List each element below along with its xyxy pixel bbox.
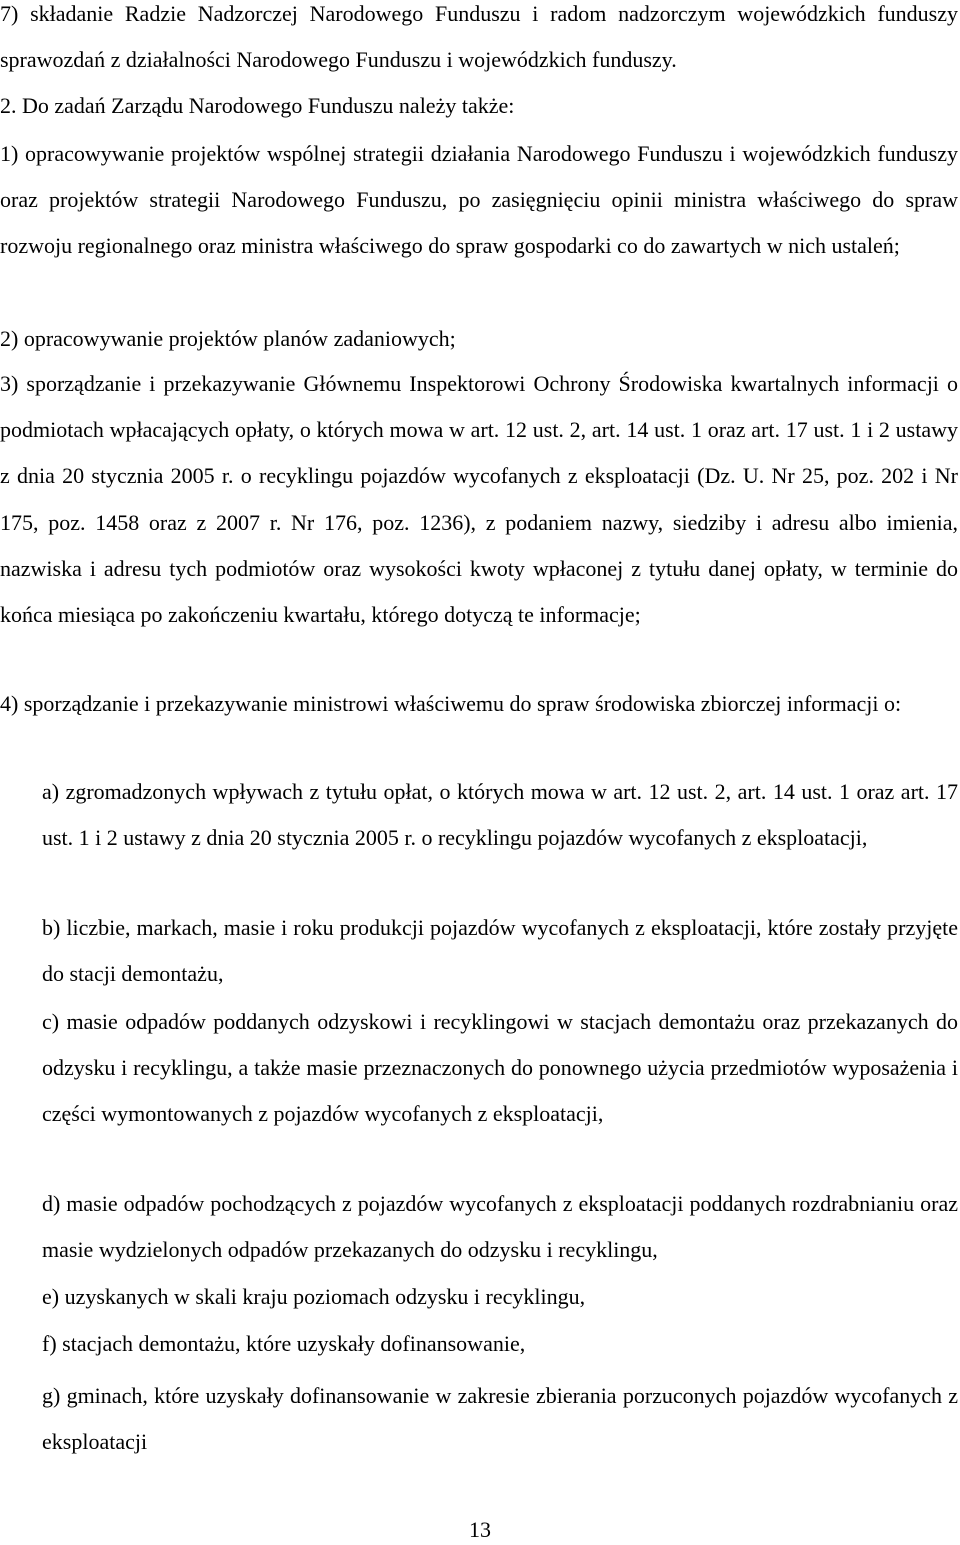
list-item-c: c) masie odpadów poddanych odzyskowi i recyklingowi w stacjach demontażu oraz przekazanych do odzysku i recyklingu, a także masie przeznaczonych do ponownego użycia przedmiotów wyposażenia i części wymontowanych z pojazdów wycofanych z eksploatacji, (42, 1009, 958, 1127)
list-item-e: e) uzyskanych w skali kraju poziomach odzysku i recyklingu, (42, 1284, 586, 1309)
paragraph-item-3: 3) sporządzanie i przekazywanie Głównemu Inspektorowi Ochrony Środowiska kwartalnych informacji o podmiotach wpłacających opłaty, o których mowa w art. 12 ust. 2, art. 14 ust. 1 oraz art. 17 ust. 1 i 2 ustawy z dnia 20 stycznia 2005 r. o recyklingu pojazdów wycofanych z eksploatacji (Dz. U. Nr 25, poz. 202 i Nr 175, poz. 1458 oraz z 2007 r. Nr 176, poz. 1236), z podaniem nazwy, siedziby i adresu albo imienia, nazwiska i adresu tych podmiotów oraz wysokości kwoty wpłaconej z tytułu danej opłaty, w terminie do końca miesiąca po zakończeniu kwartału, którego dotyczą te informacje; (0, 371, 958, 628)
list-item-a: a) zgromadzonych wpływach z tytułu opłat, o których mowa w art. 12 ust. 2, art. 14 ust. 1 oraz art. 17 ust. 1 i 2 ustawy z dnia 20 stycznia 2005 r. o recyklingu pojazdów wycofanych z eksploatacji, (42, 779, 958, 851)
list-item-d: d) masie odpadów pochodzących z pojazdów wycofanych z eksploatacji poddanych rozdrabnianiu oraz masie wydzielonych odpadów przekazanych do odzysku i recyklingu, (42, 1191, 958, 1263)
page-number: 13 (469, 1517, 491, 1542)
paragraph-item-7: 7) składanie Radzie Nadzorczej Narodowego Funduszu i radom nadzorczym wojewódzkich funduszy sprawozdań z działalności Narodowego Funduszu i wojewódzkich funduszy. (0, 1, 958, 73)
paragraph-item-2: 2) opracowywanie projektów planów zadaniowych; (0, 326, 456, 351)
list-item-f: f) stacjach demontażu, które uzyskały dofinansowanie, (42, 1331, 526, 1356)
list-item-g: g) gminach, które uzyskały dofinansowanie w zakresie zbierania porzuconych pojazdów wycofanych z eksploatacji (42, 1383, 958, 1455)
paragraph-section-2-intro: 2. Do zadań Zarządu Narodowego Funduszu należy także: (0, 93, 515, 118)
list-item-b: b) liczbie, markach, masie i roku produkcji pojazdów wycofanych z eksploatacji, które zostały przyjęte do stacji demontażu, (42, 915, 958, 987)
paragraph-item-1: 1) opracowywanie projektów wspólnej strategii działania Narodowego Funduszu i wojewódzkich funduszy oraz projektów strategii Narodowego Funduszu, po zasięgnięciu opinii ministra właściwego do spraw rozwoju regionalnego oraz ministra właściwego do spraw gospodarki co do zawartych w nich ustaleń; (0, 141, 958, 259)
paragraph-item-4: 4) sporządzanie i przekazywanie ministrowi właściwemu do spraw środowiska zbiorczej informacji o: (0, 691, 902, 716)
